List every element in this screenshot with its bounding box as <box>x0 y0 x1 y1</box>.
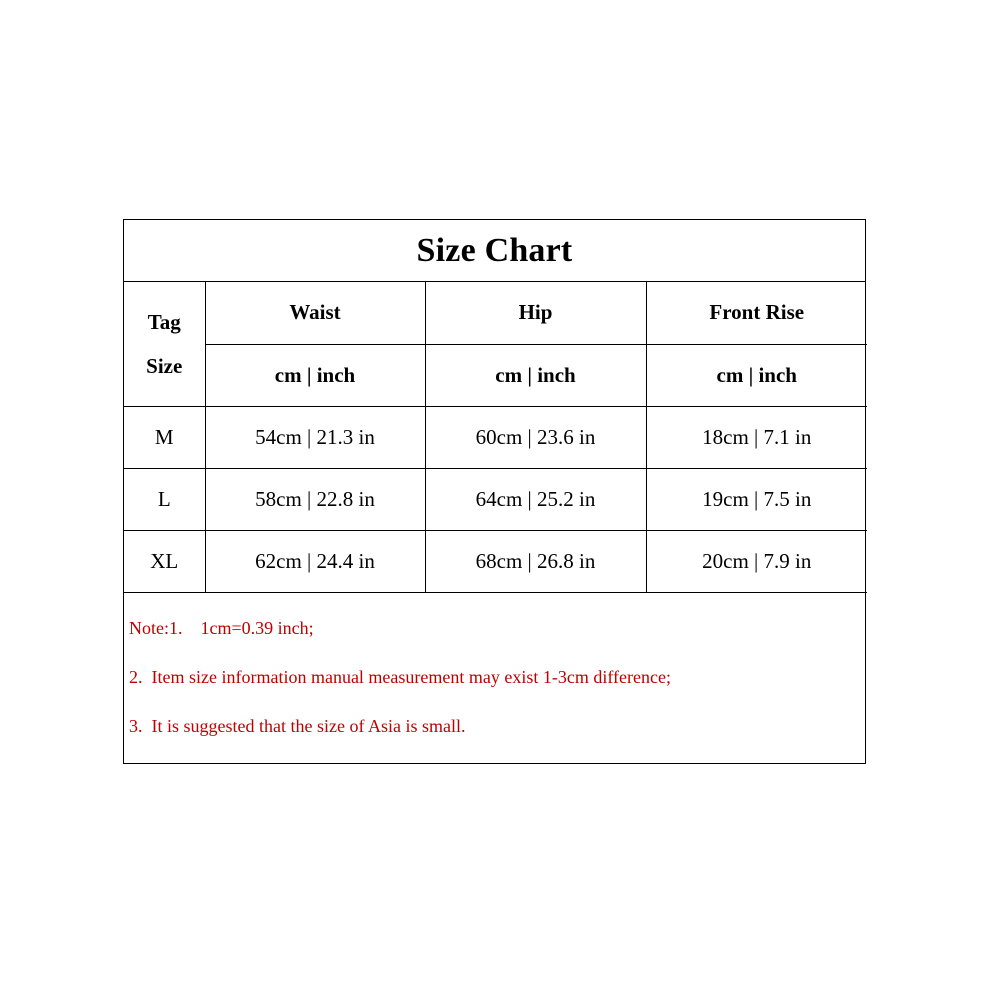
note-3: 3. It is suggested that the size of Asia is small. <box>129 716 466 736</box>
title-row <box>124 220 865 282</box>
hip-header: Hip <box>425 282 646 344</box>
size-cell: XL <box>124 530 205 592</box>
size-chart <box>123 219 866 764</box>
size-label: Size <box>146 353 183 378</box>
front-rise-cell: 20cm | 7.9 in <box>646 530 867 592</box>
size-table <box>124 282 867 593</box>
size-cell: M <box>124 406 205 468</box>
waist-cell: 58cm | 22.8 in <box>205 468 425 530</box>
size-cell: L <box>124 468 205 530</box>
front-rise-units: cm | inch <box>646 344 867 406</box>
tag-size-header <box>124 282 205 406</box>
note-2: 2. Item size information manual measurement may exist 1-3cm difference; <box>129 667 671 687</box>
waist-units: cm | inch <box>205 344 425 406</box>
table-row <box>124 530 867 592</box>
front-rise-header: Front Rise <box>646 282 867 344</box>
header-row <box>124 282 867 344</box>
hip-cell: 64cm | 25.2 in <box>425 468 646 530</box>
units-row <box>124 344 867 406</box>
waist-cell: 62cm | 24.4 in <box>205 530 425 592</box>
table-row <box>124 406 867 468</box>
chart-title: Size Chart <box>416 231 573 269</box>
waist-header: Waist <box>205 282 425 344</box>
table-row <box>124 468 867 530</box>
note-1: Note:1. 1cm=0.39 inch; <box>129 618 314 638</box>
notes-section <box>124 592 865 763</box>
waist-cell: 54cm | 21.3 in <box>205 406 425 468</box>
hip-units: cm | inch <box>425 344 646 406</box>
hip-cell: 68cm | 26.8 in <box>425 530 646 592</box>
front-rise-cell: 19cm | 7.5 in <box>646 468 867 530</box>
hip-cell: 60cm | 23.6 in <box>425 406 646 468</box>
tag-label: Tag <box>147 309 181 334</box>
front-rise-cell: 18cm | 7.1 in <box>646 406 867 468</box>
